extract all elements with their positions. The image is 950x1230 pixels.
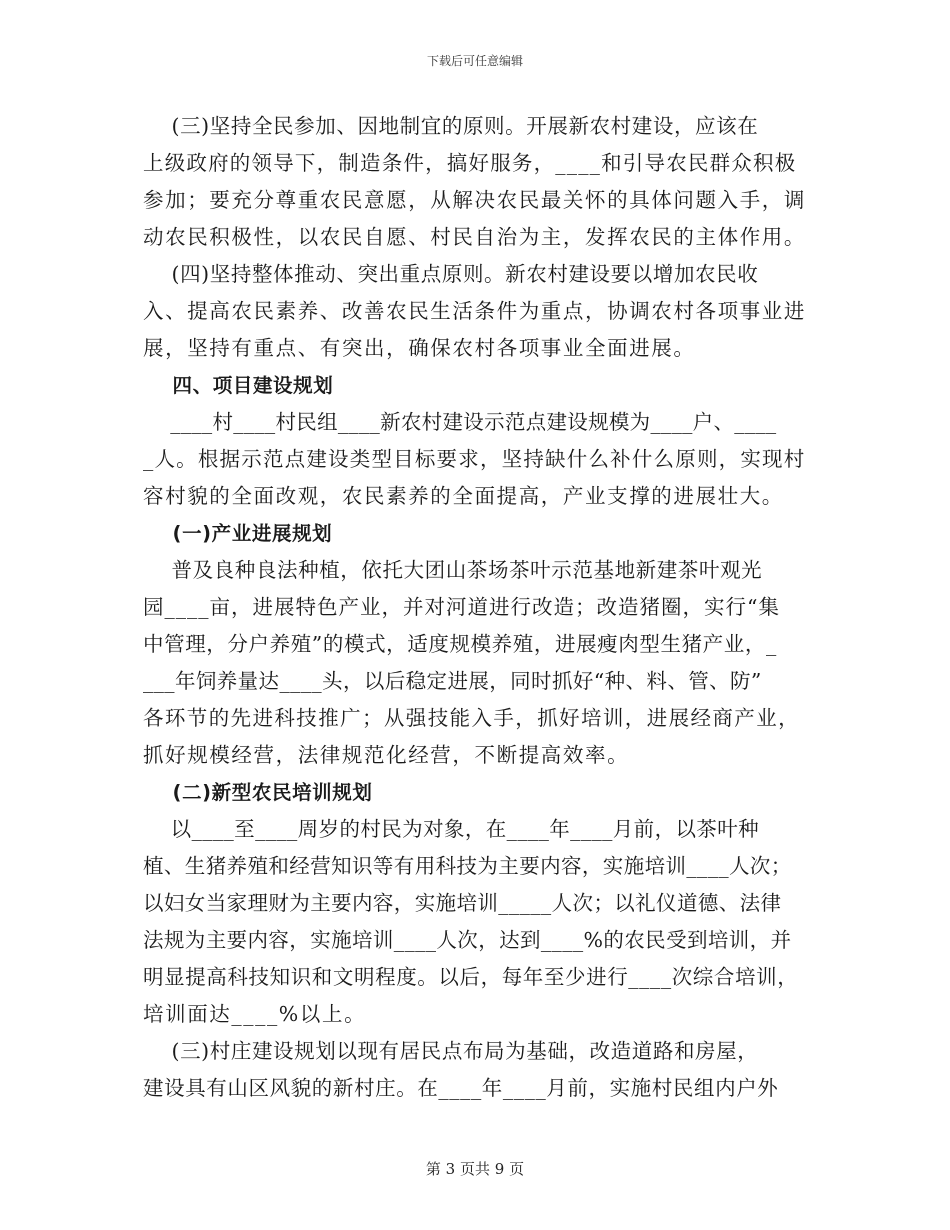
body-line: 展，坚持有重点、有突出，确保农村各项事业全面进展。 — [143, 336, 696, 360]
body-line: 法规为主要内容，实施培训____人次，达到____%的农民受到培训，并 — [143, 928, 792, 952]
body-line: 入、提高农民素养、改善农民生活条件为重点，协调农村各项事业进 — [143, 299, 806, 323]
page-footer: 第 3 页共 9 页 — [425, 1160, 525, 1178]
body-line: ___年饲养量达____头，以后稳定进展，同时抓好“种、料、管、防” — [143, 669, 762, 693]
subsection-heading: (一)产业进展规划 — [143, 522, 333, 545]
body-line: 以____至____周岁的村民为对象，在____年____月前，以茶叶种 — [143, 817, 760, 841]
body-line: 明显提高科技知识和文明程度。以后，每年至少进行____次综合培训， — [143, 965, 799, 989]
subsection-heading: (二)新型农民培训规划 — [143, 781, 373, 804]
body-line: 建设具有山区风貌的新村庄。在____年____月前，实施村民组内户外 — [143, 1076, 779, 1100]
body-line: 园____亩，进展特色产业，并对河道进行改造；改造猪圈，实行“集 — [143, 595, 780, 619]
document-body — [143, 108, 805, 1107]
page-header-note: 下载后可任意编辑 — [426, 54, 523, 68]
body-line: 植、生猪养殖和经营知识等有用科技为主要内容，实施培训____人次； — [143, 854, 792, 878]
section-heading: 四、项目建设规划 — [143, 374, 334, 397]
body-line: (四)坚持整体推动、突出重点原则。新农村建设要以增加农民收 — [143, 262, 759, 286]
body-line: 动农民积极性，以农民自愿、村民自治为主，发挥农民的主体作用。 — [143, 225, 806, 249]
body-line: 容村貌的全面改观，农民素养的全面提高，产业支撑的进展壮大。 — [143, 484, 784, 508]
body-line: 参加；要充分尊重农民意愿，从解决农民最关怀的具体问题入手，调 — [143, 188, 806, 212]
body-line: 中管理，分户养殖”的模式，适度规模养殖，进展瘦肉型生猪产业，_ — [143, 632, 777, 656]
body-line: 培训面达____%以上。 — [143, 1002, 367, 1026]
body-line: (三)坚持全民参加、因地制宜的原则。开展新农村建设，应该在 — [143, 114, 759, 138]
body-line: 以妇女当家理财为主要内容，实施培训_____人次；以礼仪道德、法律 — [143, 891, 782, 915]
body-line: ____村____村民组____新农村建设示范点建设规模为____户、____ — [143, 410, 777, 434]
body-line: _人。根据示范点建设类型目标要求，坚持缺什么补什么原则，实现村 — [143, 447, 806, 471]
body-line: 上级政府的领导下，制造条件，搞好服务，____和引导农民群众积极 — [143, 151, 797, 175]
body-line: 各环节的先进科技推广；从强技能入手，抓好培训，进展经商产业， — [143, 706, 800, 730]
body-line: 普及良种良法种植，依托大团山茶场茶叶示范基地新建茶叶观光 — [143, 558, 763, 582]
body-line: 抓好规模经营，法律规范化经营，不断提高效率。 — [143, 743, 630, 767]
body-line: (三)村庄建设规划以现有居民点布局为基础，改造道路和房屋， — [143, 1039, 759, 1063]
